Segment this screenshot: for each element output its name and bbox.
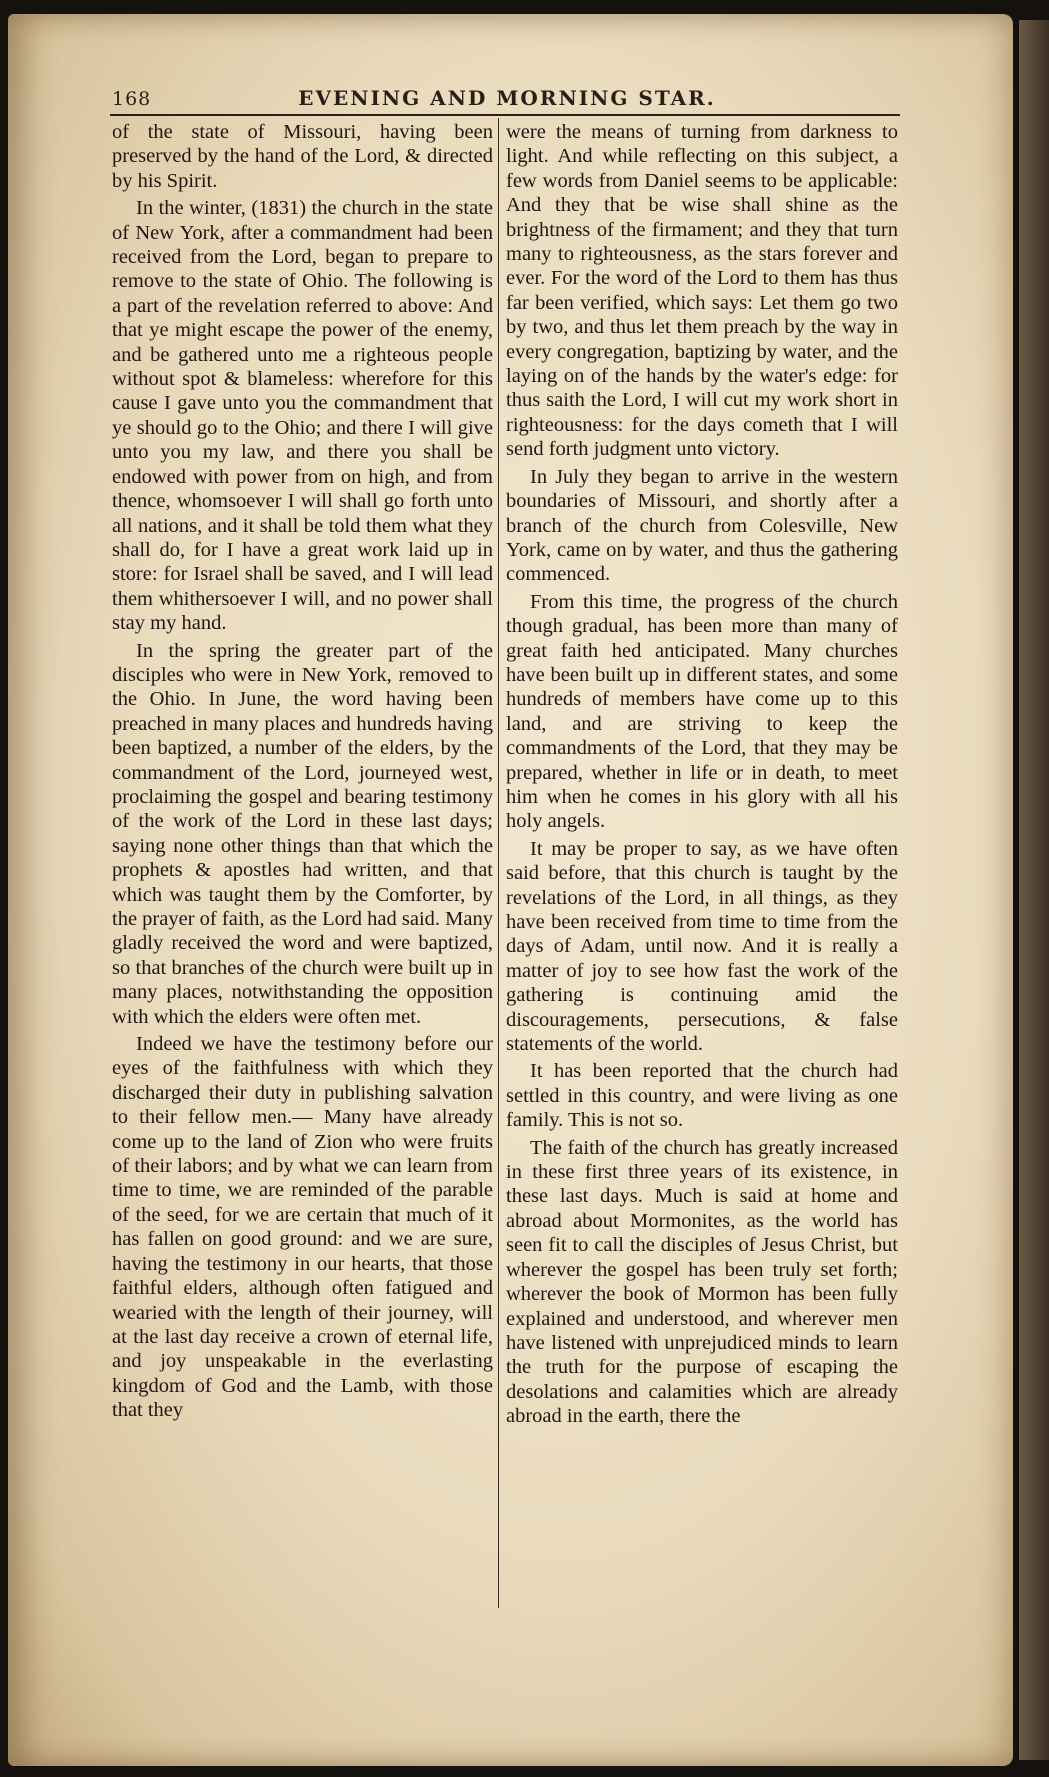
paragraph: In the winter, (1831) the church in the state of New York, after a commandment had been received from the Lord, began to prepare to remove to the state of Ohio. The following is a part of the revelation referred to above: And that ye might escape the power of the enemy, and be gathered unto me a righteous people without spot & blameless: wherefore for this cause I gave unto you the commandment that ye should go to the Ohio; and there I will give unto you my law, and there you shall be endowed with power from on high, and from thence, whomsoever I will shall go forth unto all nations, and it shall be told them what they shall do, for I have a great work laid up in store: for Israel shall be saved, and I will lead them whithersoever I will, and no power shall stay my hand. [112, 197, 493, 635]
paragraph: Indeed we have the testimony before our eyes of the faithfulness with which they discharged their duty in publishing salvation to their fellow men.— Many have already come up to the land of Zion who were fruits of their labors; and by what we can learn from time to time, we are reminded of the parable of the seed, for we are certain that much of it has fallen on good ground: and we are sure, having the testimony in our hearts, that those faithful elders, although often fatigued and wearied with the length of their journey, will at the last day receive a crown of eternal life, and joy unspeakable in the everlasting kingdom of God and the Lamb, with those that they [112, 1033, 493, 1422]
header-rule [110, 114, 900, 116]
paragraph: The faith of the church has greatly increased in these first three years of its existence, in these last days. Much is said at home and abroad about Mormonites, as the world has seen fit to call the disciples of Jesus Christ, but wherever the gospel has been truly set forth; wherever the book of Mormon has been fully explained and understood, and wherever men have listened with unprejudiced minds to learn the truth for the purpose of escaping the desolations and calamities which are already abroad in the earth, there the [506, 1136, 898, 1428]
page-header [112, 82, 902, 112]
column-divider [498, 118, 499, 1608]
paragraph: were the means of turning from darkness to light. And while reflecting on this subject, a few words from Daniel seems to be applicable: And they that be wise shall shine as the brightness of the firmament; and they that turn many to righteousness, as the stars forever and ever. For the word of the Lord to them has thus far been verified, which says: Let them go two by two, and thus let them preach by the way in every congregation, baptizing by water, and the laying on of the hands by the water's edge: for thus saith the Lord, I will cut my work short in righteousness: for the days cometh that I will send forth judgment unto victory. [506, 121, 898, 461]
paragraph: It may be proper to say, as we have often said before, that this church is taught by the revelations of the Lord, in all things, as they have been received from time to time from the days of Adam, until now. And it is really a matter of joy to see how fast the work of the gathering is continuing amid the discouragements, persecutions, & false statements of the world. [506, 837, 898, 1056]
adjacent-page-edge [1019, 20, 1049, 1760]
paragraph: In the spring the greater part of the disciples who were in New York, removed to the Ohio. In June, the word having been preached in many places and hundreds having been baptized, a number of the elders, by the commandment of the Lord, journeyed west, proclaiming the gospel and bearing testimony of the work of the Lord in these last days; saying none other things than that which the prophets & apostles had written, and that which was taught them by the Comforter, by the prayer of faith, as the Lord had said. Many gladly received the word and were baptized, so that branches of the church were built up in many places, notwithstanding the opposition with which the elders were often met. [112, 639, 493, 1028]
paragraph: It has been reported that the church had settled in this country, and were living as one family. This is not so. [506, 1060, 898, 1132]
left-column [112, 120, 493, 1426]
paragraph: of the state of Missouri, having been preserved by the hand of the Lord, & directed by his Spirit. [112, 121, 493, 192]
paragraph: In July they began to arrive in the western boundaries of Missouri, and shortly after a branch of the church from Colesville, New York, came on by water, and thus the gathering commenced. [506, 465, 898, 586]
running-head: EVENING AND MORNING STAR. [298, 86, 716, 110]
paragraph: From this time, the progress of the church though gradual, has been more than many of great faith hed anticipated. Many churches have been built up in different states, and some hundreds of members have come up to this land, and are striving to keep the commandments of the Lord, that they may be prepared, whether in life or in death, to meet him when he comes in his glory with all his holy angels. [506, 590, 898, 833]
right-column [506, 120, 898, 1432]
page-number: 168 [112, 88, 152, 110]
